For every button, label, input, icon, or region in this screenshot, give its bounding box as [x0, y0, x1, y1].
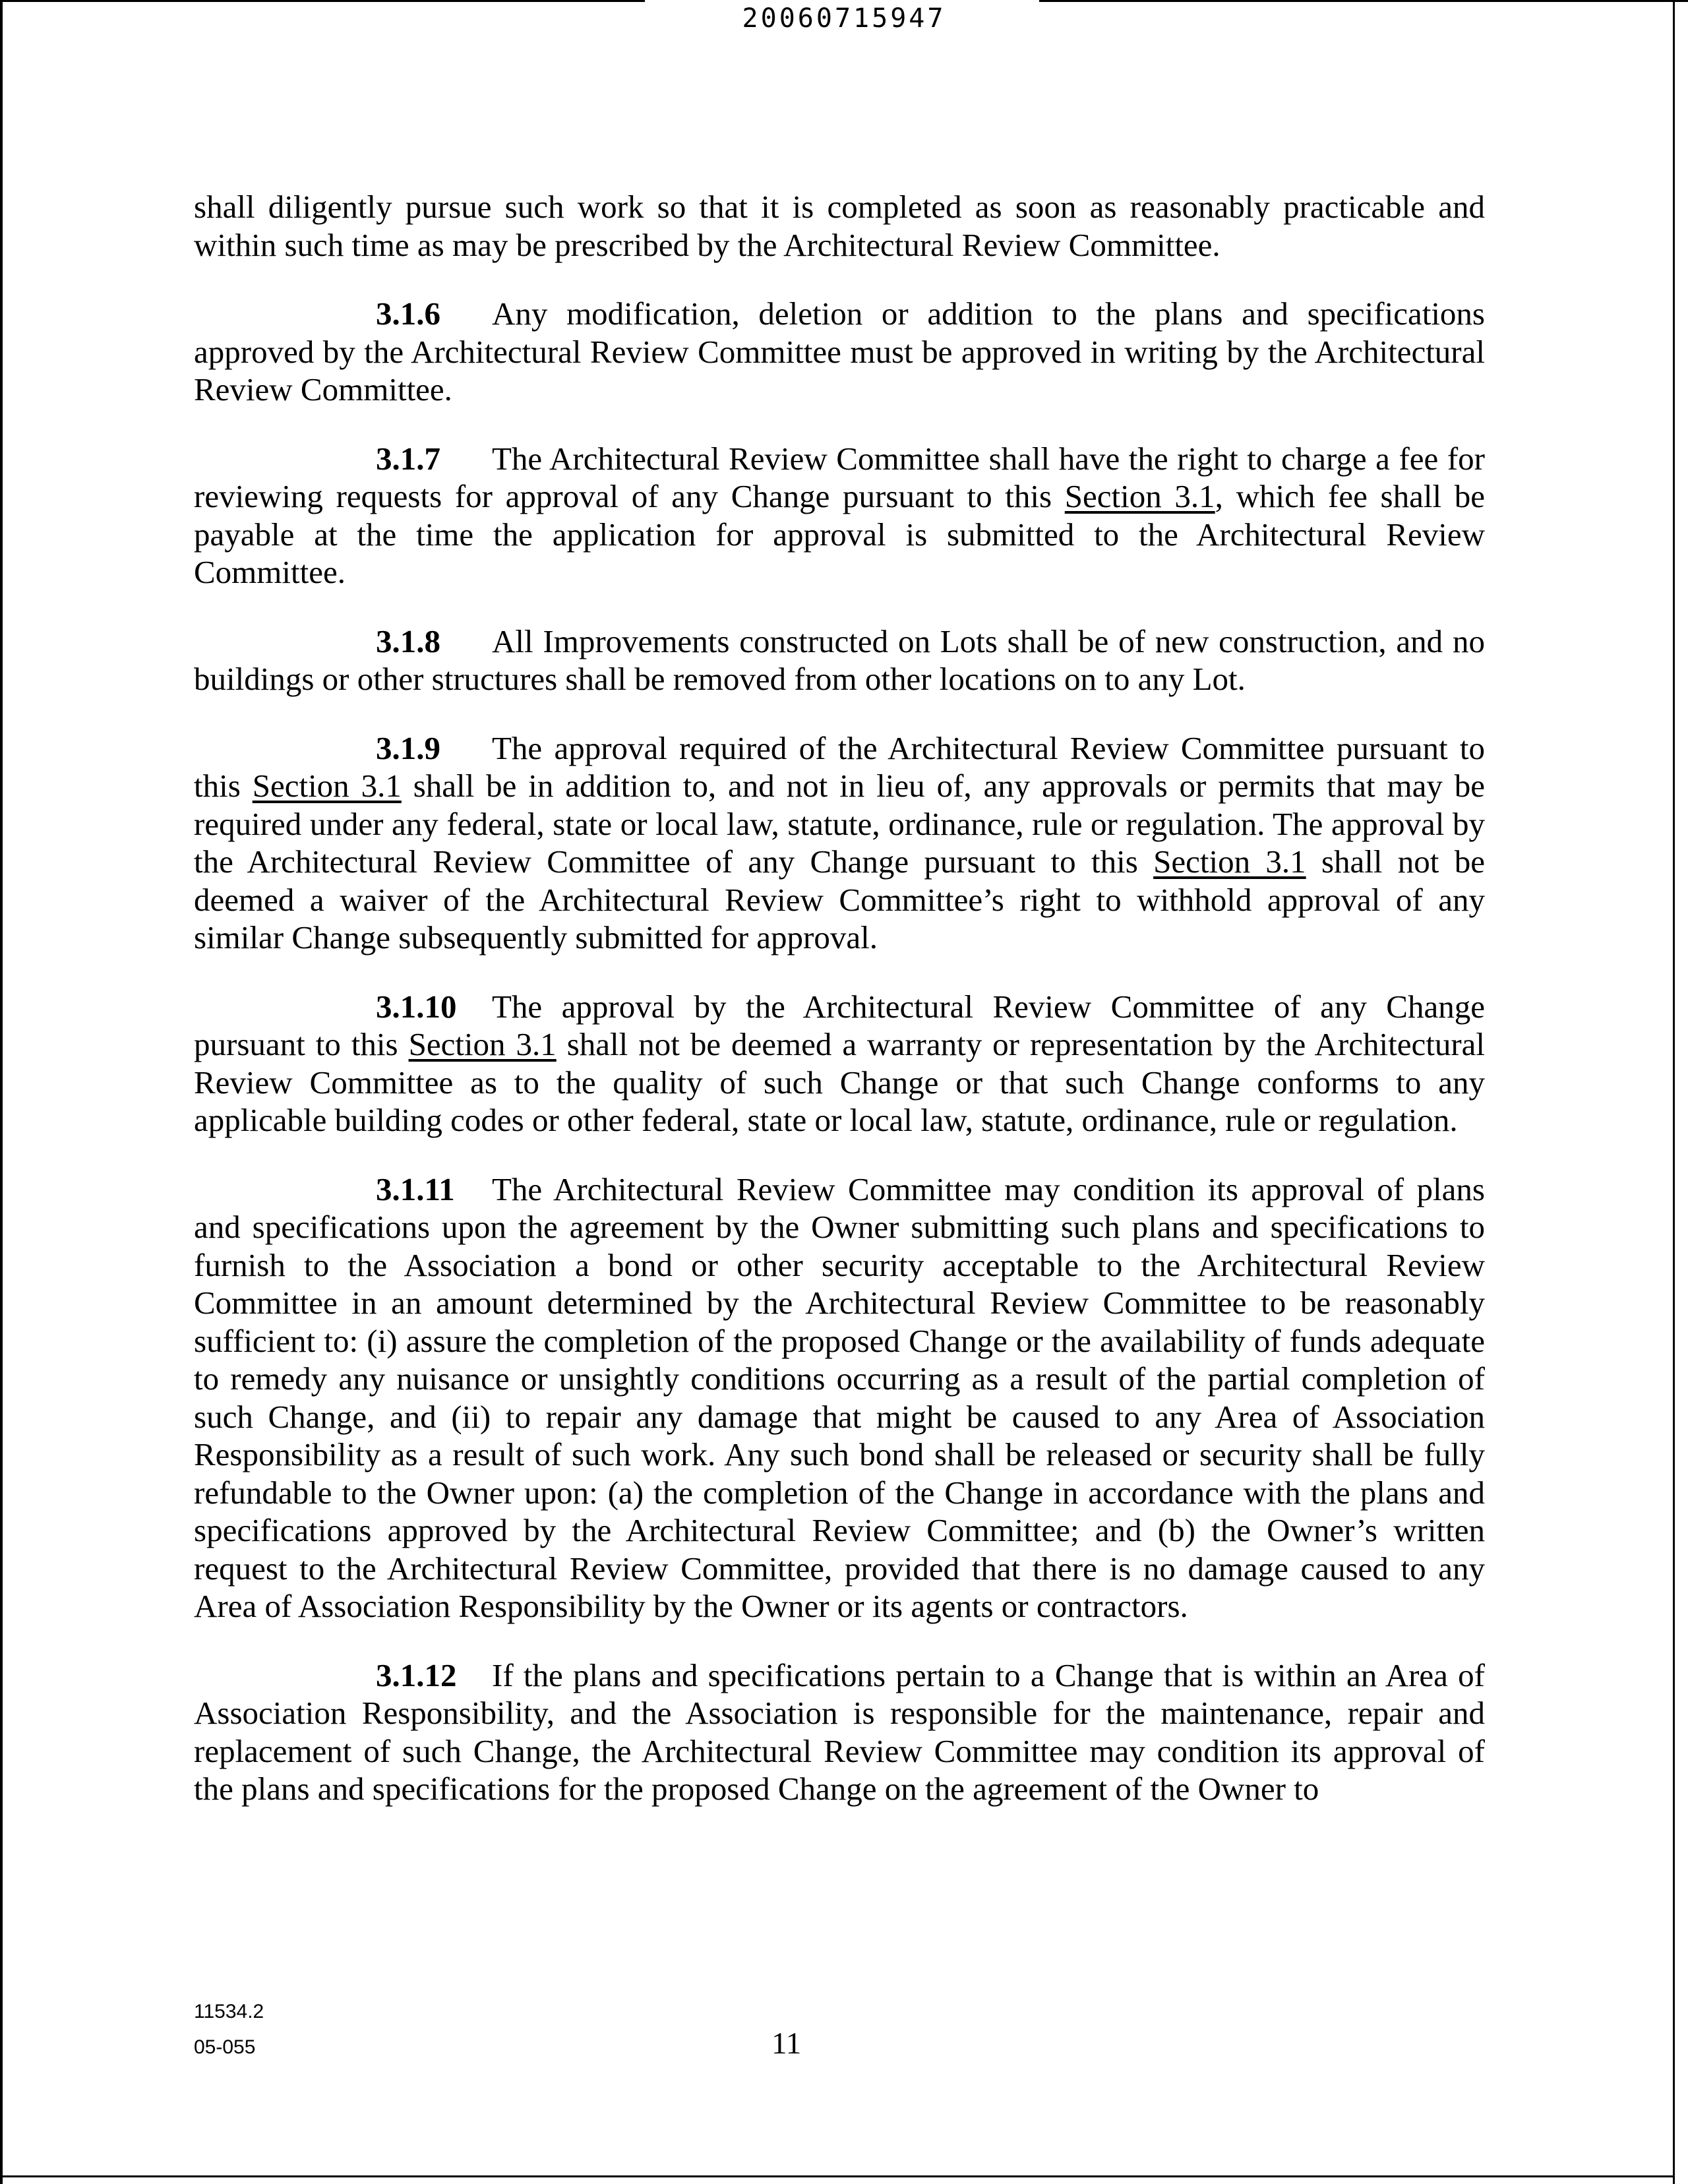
- section-3-1-12: [194, 1656, 1485, 1808]
- section-3-1-7: [194, 440, 1485, 592]
- section-text: shall be in addition to, and not in lieu of, any approvals or permits that may be required under any federal, state or local law, statute, ordinance, rule or regulation. The approval by the Architectural Review Committee of any Change pursuant to this: [194, 768, 1486, 880]
- right-page-edge: [1673, 0, 1675, 2184]
- section-text: The approval required of the Architectural Review Committee pursuant to this: [194, 729, 1485, 804]
- footer-doc-codes: [194, 1994, 264, 2065]
- section-reference: Section 3.1: [1064, 478, 1215, 514]
- footer-doc-ref: 05-055: [194, 2036, 256, 2058]
- footer-doc-code: 11534.2: [194, 2001, 264, 2022]
- section-number: 3.1.12: [376, 1656, 457, 1693]
- section-number: 3.1.8: [376, 622, 440, 659]
- section-number: 3.1.6: [376, 295, 440, 332]
- section-text: If the plans and specifications pertain to a Change that is within an Area of Association Responsibility, and the Association is responsible for the maintenance, repair and replacement of such Change, the Architectural Review Committee may condition its approval of the plans and specifications for the proposed Change on the agreement of the Owner to: [194, 1656, 1485, 1807]
- top-border-left: [0, 0, 645, 2]
- recording-number: 20060715947: [742, 3, 946, 34]
- section-3-1-9: [194, 729, 1485, 957]
- section-reference: Section 3.1: [1153, 843, 1306, 880]
- bottom-page-edge: [0, 2175, 1675, 2177]
- section-reference: Section 3.1: [252, 768, 402, 804]
- section-text: Any modification, deletion or addition to the plans and specifications approved by the Architectural Review Committee must be approved in writing by the Architectural Review Committee.: [194, 295, 1485, 408]
- section-3-1-11: [194, 1170, 1485, 1625]
- top-border-right: [1039, 0, 1688, 2]
- document-body: [194, 188, 1485, 1839]
- section-text: shall not be deemed a waiver of the Architectural Review Committee’s right to withhold approval of any similar Change subsequently submitted for approval.: [194, 843, 1485, 956]
- section-3-1-6: [194, 295, 1485, 409]
- intro-paragraph: shall diligently pursue such work so that it is completed as soon as reasonably practicable and within such time as may be prescribed by the Architectural Review Committee.: [194, 189, 1485, 263]
- section-3-1-10: [194, 988, 1485, 1139]
- section-number: 3.1.7: [376, 440, 440, 477]
- section-text: shall not be deemed a warranty or representation by the Architectural Review Committee as to the quality of such Change or that such Change conforms to any applicable building codes or other federal, state or local law, statute, ordinance, rule or regulation.: [194, 1026, 1485, 1138]
- section-number: 3.1.11: [376, 1170, 455, 1207]
- section-text: All Improvements constructed on Lots shall be of new construction, and no buildings or other structures shall be removed from other locations on to any Lot.: [194, 622, 1485, 697]
- section-3-1-8: [194, 622, 1485, 698]
- section-text: The Architectural Review Committee shall have the right to charge a fee for reviewing requests for approval of any Change pursuant to this: [194, 440, 1485, 514]
- page-number: 11: [771, 2026, 802, 2061]
- section-text: The Architectural Review Committee may condition its approval of plans and specifications upon the agreement by the Owner submitting such plans and specifications to furnish to the Association a bond or other security acceptable to the Architectural Review Committee in an amount determined by the Architectural Review Committee to be reasonably sufficient to: (i) assure the completion of the proposed Change or the availability of funds adequate to remedy any nuisance or unsightly conditions occurring as a result of the partial completion of such Change, and (ii) to repair any damage that might be caused to any Area of Association Responsibility as a result of such work. Any such bond shall be released or security shall be fully refundable to the Owner upon: (a) the completion of the Change in accordance with the plans and specifications approved by the Architectural Review Committee; and (b) the Owner’s written request to the Architectural Review Committee, provided that there is no damage caused to any Area of Association Responsibility by the Owner or its agents or contractors.: [194, 1170, 1485, 1624]
- left-page-edge: [0, 0, 3, 2184]
- section-text: , which fee shall be payable at the time the application for approval is submitted to the Architectural Review Committee.: [194, 478, 1485, 590]
- section-number: 3.1.9: [376, 729, 440, 766]
- section-number: 3.1.10: [376, 988, 457, 1025]
- section-text: The approval by the Architectural Review Committee of any Change pursuant to this: [194, 988, 1485, 1062]
- section-reference: Section 3.1: [408, 1026, 557, 1062]
